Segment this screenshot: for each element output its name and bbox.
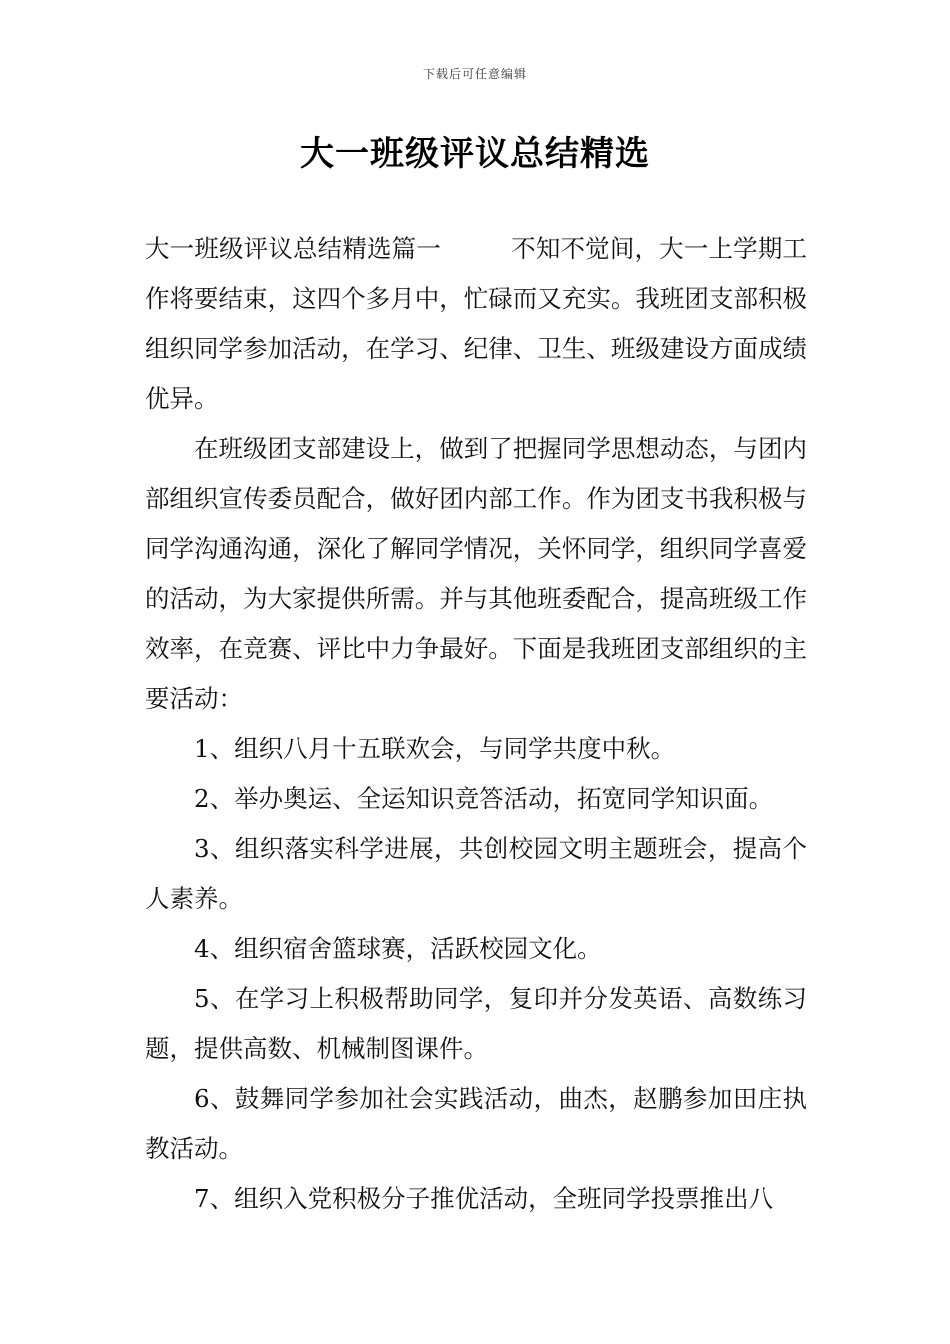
list-item: 7、组织入党积极分子推优活动，全班同学投票推出八 bbox=[194, 1184, 774, 1213]
list-item: 6、鼓舞同学参加社会实践活动，曲杰，赵鹏参加田庄执教活动。 bbox=[145, 1084, 807, 1163]
intro-text: 不知不觉间，大一上学期工作将要结束，这四个多月中，忙碌而又充实。我班团支部积极组织同学参加活动，在学习、纪律、卫生、班级建设方面成绩优异。 bbox=[145, 234, 807, 413]
intro-lead: 大一班级评议总结精选篇一 bbox=[145, 234, 441, 263]
list-item: 4、组织宿舍篮球赛，活跃校园文化。 bbox=[194, 934, 602, 963]
list-item: 5、在学习上积极帮助同学，复印并分发英语、高数练习题，提供高数、机械制图课件。 bbox=[145, 984, 807, 1063]
list-item: 3、组织落实科学进展，共创校园文明主题班会，提高个人素养。 bbox=[145, 834, 807, 913]
header-note: 下载后可任意编辑 bbox=[422, 67, 527, 81]
document-body bbox=[145, 224, 807, 1224]
body-paragraph: 在班级团支部建设上，做到了把握同学思想动态，与团内部组织宣传委员配合，做好团内部工作。作为团支书我积极与同学沟通沟通，深化了解同学情况，关怀同学，组织同学喜爱的活动，为大家提供所需。并与其他班委配合，提高班级工作效率，在竞赛、评比中力争最好。下面是我班团支部组织的主要活动： bbox=[145, 434, 807, 713]
list-item: 2、举办奥运、全运知识竞答活动，拓宽同学知识面。 bbox=[194, 784, 774, 813]
document-title: 大一班级评议总结精选 bbox=[300, 134, 650, 174]
intro-paragraph bbox=[145, 224, 807, 424]
list-item: 1、组织八月十五联欢会，与同学共度中秋。 bbox=[194, 734, 676, 763]
